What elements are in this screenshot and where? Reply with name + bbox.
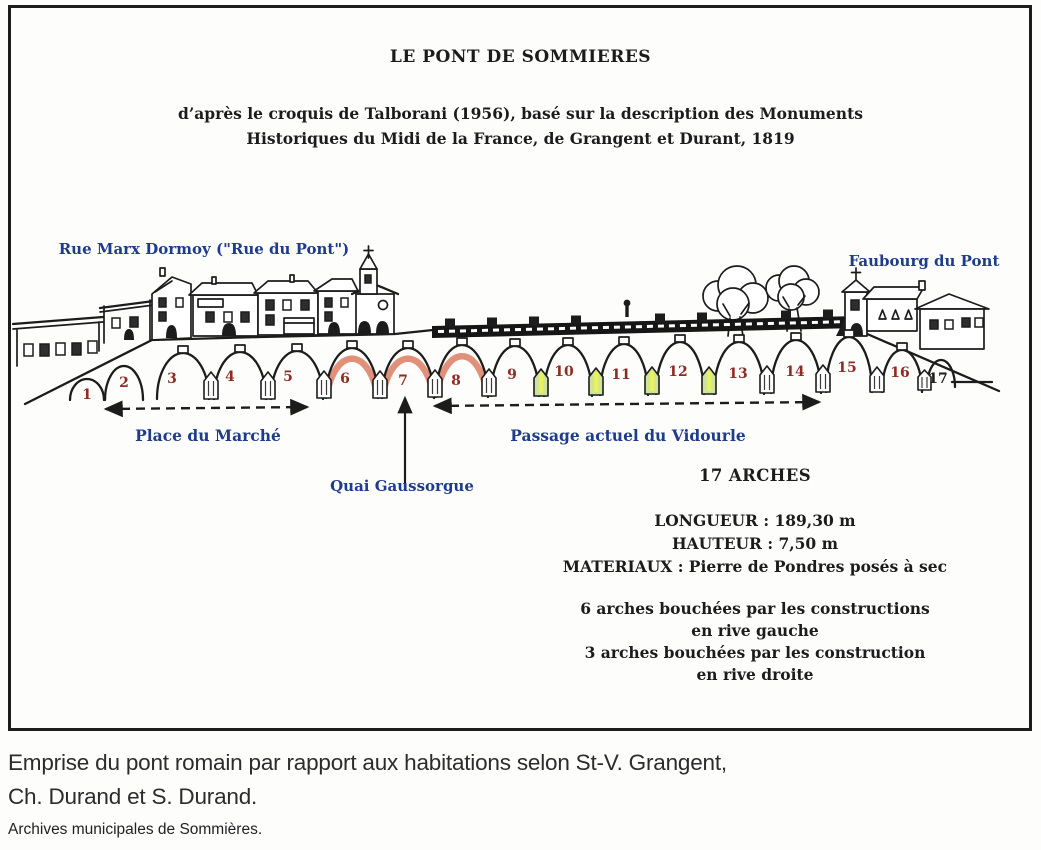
caption-source: Archives municipales de Sommières. (8, 821, 263, 838)
arches-count-title: 17 ARCHES (698, 466, 812, 485)
bridge-notes (580, 598, 930, 686)
arch-number-1: 1 (82, 387, 92, 403)
arch-number-11: 11 (611, 367, 631, 383)
subtitle-line-1: d’après le croquis de Talborani (1956), basé sur la description des Monuments (178, 104, 863, 123)
figure-caption (8, 746, 1008, 839)
arch-number-2: 2 (119, 375, 129, 391)
arch-number-13: 13 (728, 366, 748, 382)
stat-materials: MATERIAUX : Pierre de Pondres posés à sec (562, 557, 948, 576)
subtitle-line-2: Historiques du Midi de la France, de Grangent et Durant, 1819 (246, 129, 795, 148)
bridge-stats (563, 509, 947, 578)
right-bank-buildings (836, 268, 999, 391)
caption-line-2: Ch. Durand et S. Durand. (8, 784, 258, 809)
stat-height: HAUTEUR : 7,50 m (672, 534, 838, 553)
arch-number-6: 6 (340, 371, 350, 387)
place-du-marche-label: Place du Marché (135, 426, 281, 445)
place-du-marche-arrow (106, 407, 307, 409)
arch-number-7: 7 (398, 373, 408, 389)
diagram-title: LE PONT DE SOMMIERES (389, 47, 652, 67)
arch-number-17: 17 (928, 371, 948, 387)
arch-number-10: 10 (554, 364, 574, 380)
arch-number-8: 8 (451, 373, 461, 389)
right-bank-label: Faubourg du Pont (848, 252, 1000, 270)
stat-length: LONGUEUR : 189,30 m (654, 511, 856, 530)
arch-number-14: 14 (785, 364, 805, 380)
note-line-1: 6 arches bouchées par les constructions (580, 599, 930, 618)
passage-vidourle-arrow (435, 402, 819, 406)
arch-number-9: 9 (507, 367, 517, 383)
arch-number-15: 15 (837, 360, 857, 376)
arch-number-12: 12 (668, 364, 688, 380)
note-line-4: en rive droite (696, 665, 814, 684)
arch-number-4: 4 (225, 369, 235, 385)
arch-number-3: 3 (167, 371, 177, 387)
bridge-arches (70, 330, 955, 403)
left-bank-label: Rue Marx Dormoy ("Rue du Pont") (58, 240, 350, 258)
quai-gaussorgue-label: Quai Gaussorgue (330, 477, 474, 495)
note-line-3: 3 arches bouchées par les construction (584, 643, 926, 662)
passage-vidourle-label: Passage actuel du Vidourle (510, 426, 746, 445)
caption-line-1: Emprise du pont romain par rapport aux habitations selon St-V. Grangent, (8, 750, 727, 775)
arch-number-16: 16 (890, 365, 910, 381)
arch-number-5: 5 (283, 369, 293, 385)
note-line-2: en rive gauche (691, 621, 819, 640)
